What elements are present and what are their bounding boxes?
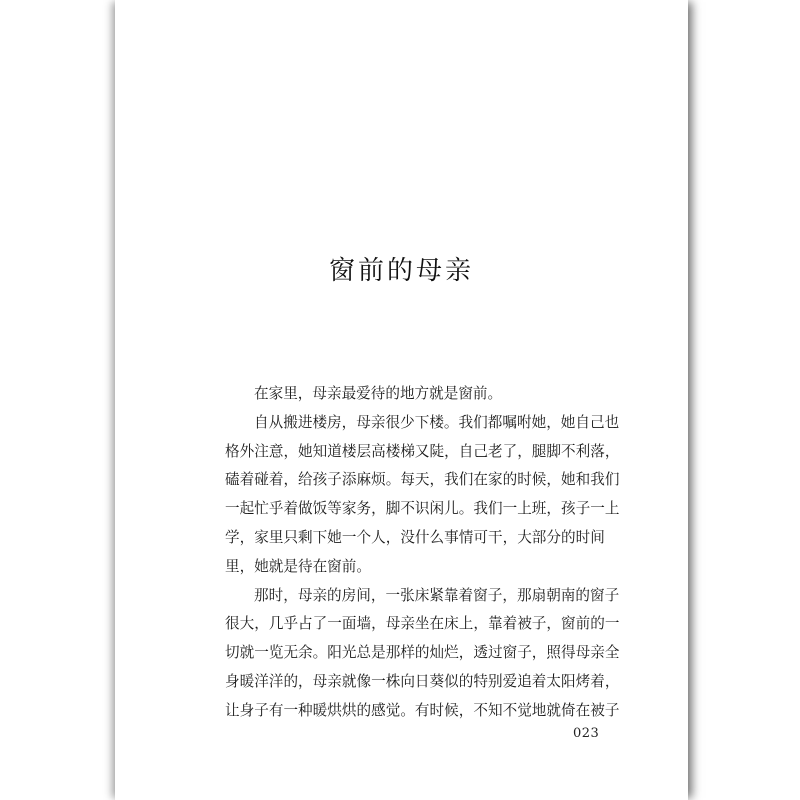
page-number: 023 bbox=[573, 726, 600, 741]
text-line: 身 暖 洋 洋 的 ， 母 亲 就 像 一 株 向 日 葵 似 的 特 别 爱 追 着 太 阳 烤 着 ， bbox=[225, 672, 620, 690]
text-line: 格 外 注 意 ， 她 知 道 楼 层 高 楼 梯 又 陡 ， 自 己 老 了 ， 腿 脚 不 利 落 ， bbox=[225, 442, 620, 460]
text-line: 切 就 一 览 无 余 。 阳 光 总 是 那 样 的 灿 烂 ， 透 过 窗 子 ， 照 得 母 亲 全 bbox=[225, 644, 620, 662]
text-line: 一 起 忙 乎 着 做 饭 等 家 务 ， 脚 不 识 闲 儿 。 我 们 一 上 班 ， 孩 子 一 上 bbox=[225, 500, 620, 518]
text-line: 学 ， 家 里 只 剩 下 她 一 个 人 ， 没 什 么 事 情 可 干 ， 大 部 分 的 时 间 bbox=[225, 528, 605, 546]
text-line: 很 大 ， 几 乎 占 了 一 面 墙 ， 母 亲 坐 在 床 上 ， 靠 着 被 子 ， 窗 前 的 一 bbox=[225, 615, 620, 633]
text-line: 里，她就是待在窗前。 bbox=[225, 557, 371, 575]
text-line: 自 从 搬 进 楼 房 ， 母 亲 很 少 下 楼 。 我 们 都 嘱 咐 她 ， 她 自 己 也 bbox=[254, 413, 620, 431]
body-text bbox=[225, 380, 620, 726]
chapter-title: 窗前的母亲 bbox=[328, 256, 474, 286]
text-line: 让 身 子 有 一 种 暖 烘 烘 的 感 觉 。 有 时 候 ， 不 知 不 觉 地 就 倚 在 被 子 bbox=[225, 701, 620, 719]
text-line: 在家里，母亲最爱待的地方就是窗前。 bbox=[254, 385, 503, 402]
text-line: 那 时 ， 母 亲 的 房 间 ， 一 张 床 紧 靠 着 窗 子 ， 那 扇 朝 南 的 窗 子 bbox=[254, 586, 620, 604]
book-page bbox=[115, 0, 688, 800]
text-line: 磕 着 碰 着 ， 给 孩 子 添 麻 烦 。 每 天 ， 我 们 在 家 的 时 候 ， 她 和 我 们 bbox=[225, 471, 620, 489]
